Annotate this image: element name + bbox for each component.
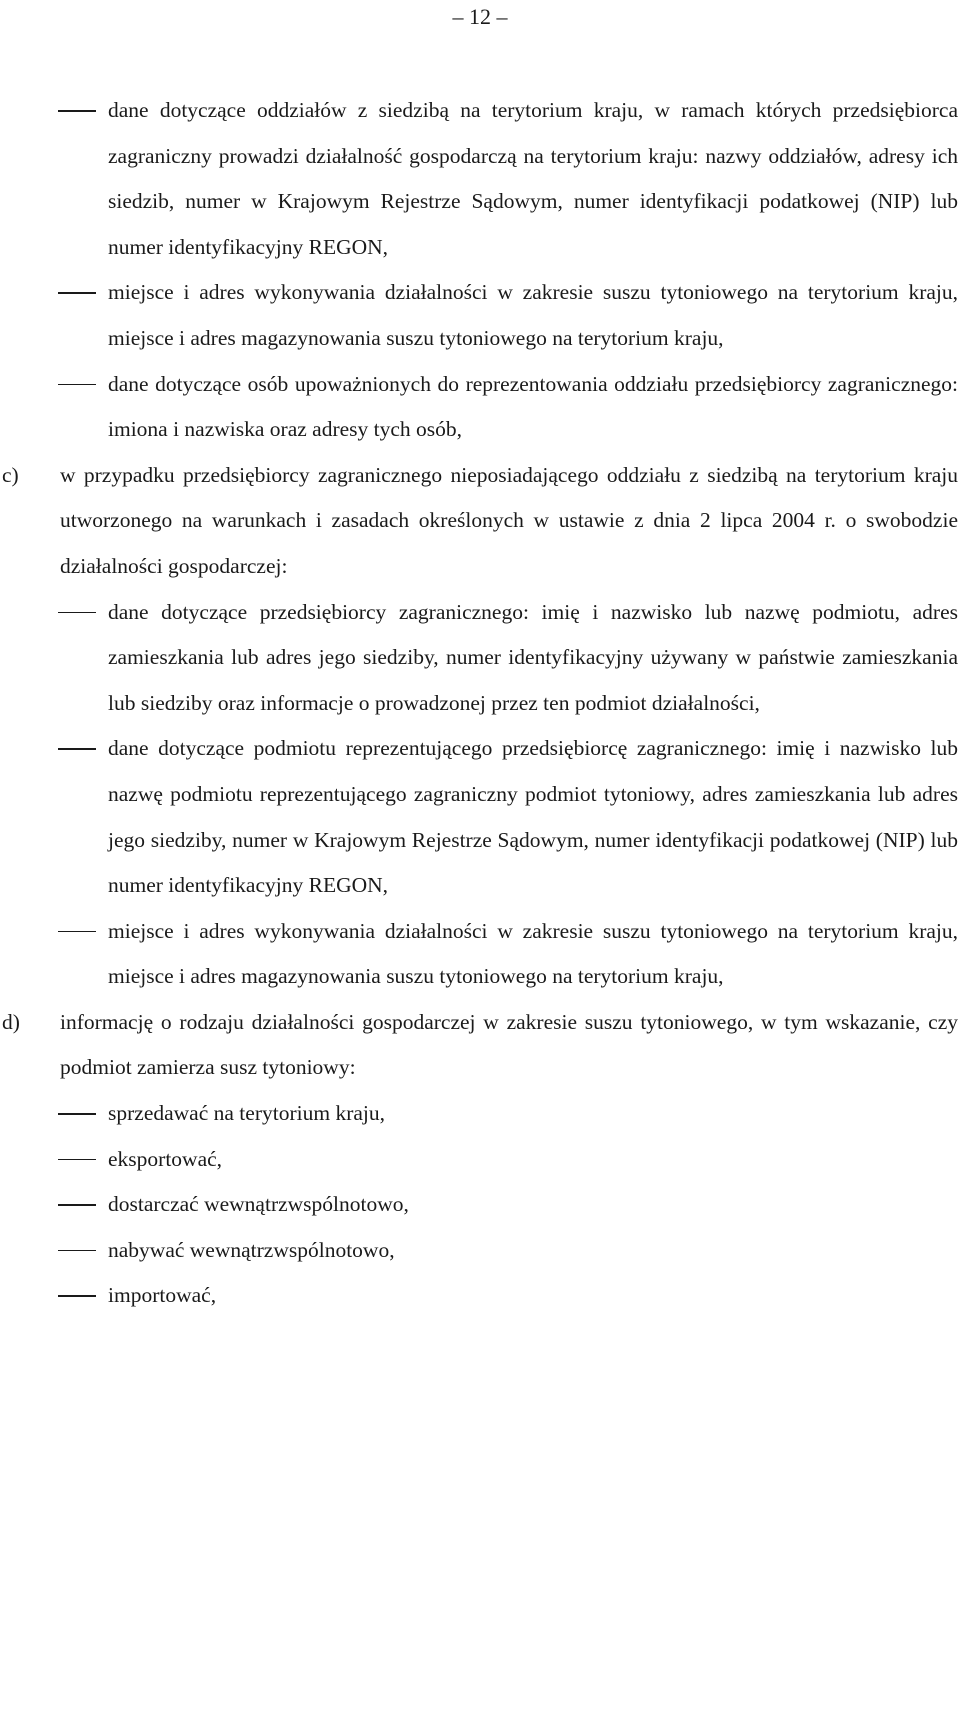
dash-list-item: dane dotyczące przedsiębiorcy zagranicznego: imię i nazwisko lub nazwę podmiotu, adres zamieszkania lub adres jego siedziby, numer identyfikacyjny używany w państwie zamieszkania lub siedziby oraz informacje o prowadzonej przez ten podmiot działalności, (108, 590, 958, 727)
list-item-label: d) (2, 1009, 20, 1034)
dash-list-item: dane dotyczące podmiotu reprezentującego przedsiębiorcę zagranicznego: imię i nazwisko lub nazwę podmiotu reprezentującego zagraniczny podmiot tytoniowy, adres zamieszkania lub adres jego siedziby, numer w Krajowym Rejestrze Sądowym, numer identyfikacji podatkowej (NIP) lub numer identyfikacyjny REGON, (108, 726, 958, 908)
dash-list-item: nabywać wewnątrzwspólnotowo, (108, 1228, 958, 1274)
document-body (0, 88, 960, 1319)
dash-list-item: dostarczać wewnątrzwspólnotowo, (108, 1182, 958, 1228)
list-item-text: w przypadku przedsiębiorcy zagranicznego nieposiadającego oddziału z siedzibą na terytorium kraju utworzonego na warunkach i zasadach określonych w ustawie z dnia 2 lipca 2004 r. o swobodzie działalności gospodarczej: (60, 462, 958, 578)
page-number: – 12 – (452, 4, 508, 29)
dash-list-item: eksportować, (108, 1137, 958, 1183)
lettered-list-item-d (2, 1000, 958, 1091)
dash-list-item: miejsce i adres wykonywania działalności w zakresie suszu tytoniowego na terytorium kraju, miejsce i adres magazynowania suszu tytoniowego na terytorium kraju, (108, 270, 958, 361)
dash-list-item: sprzedawać na terytorium kraju, (108, 1091, 958, 1137)
list-item-label: c) (2, 462, 19, 487)
dash-list-item: dane dotyczące osób upoważnionych do reprezentowania oddziału przedsiębiorcy zagranicznego: imiona i nazwiska oraz adresy tych osób, (108, 362, 958, 453)
dash-list-item: dane dotyczące oddziałów z siedzibą na terytorium kraju, w ramach których przedsiębiorca zagraniczny prowadzi działalność gospodarczą na terytorium kraju: nazwy oddziałów, adresy ich siedzib, numer w Krajowym Rejestrze Sądowym, numer identyfikacji podatkowej (NIP) lub numer identyfikacyjny REGON, (108, 88, 958, 270)
dash-list-item: importować, (108, 1273, 958, 1319)
dash-list-item: miejsce i adres wykonywania działalności w zakresie suszu tytoniowego na terytorium kraju, miejsce i adres magazynowania suszu tytoniowego na terytorium kraju, (108, 909, 958, 1000)
list-item-text: informację o rodzaju działalności gospodarczej w zakresie suszu tytoniowego, w tym wskazanie, czy podmiot zamierza susz tytoniowy: (60, 1009, 958, 1080)
lettered-list-item-c (2, 453, 958, 590)
